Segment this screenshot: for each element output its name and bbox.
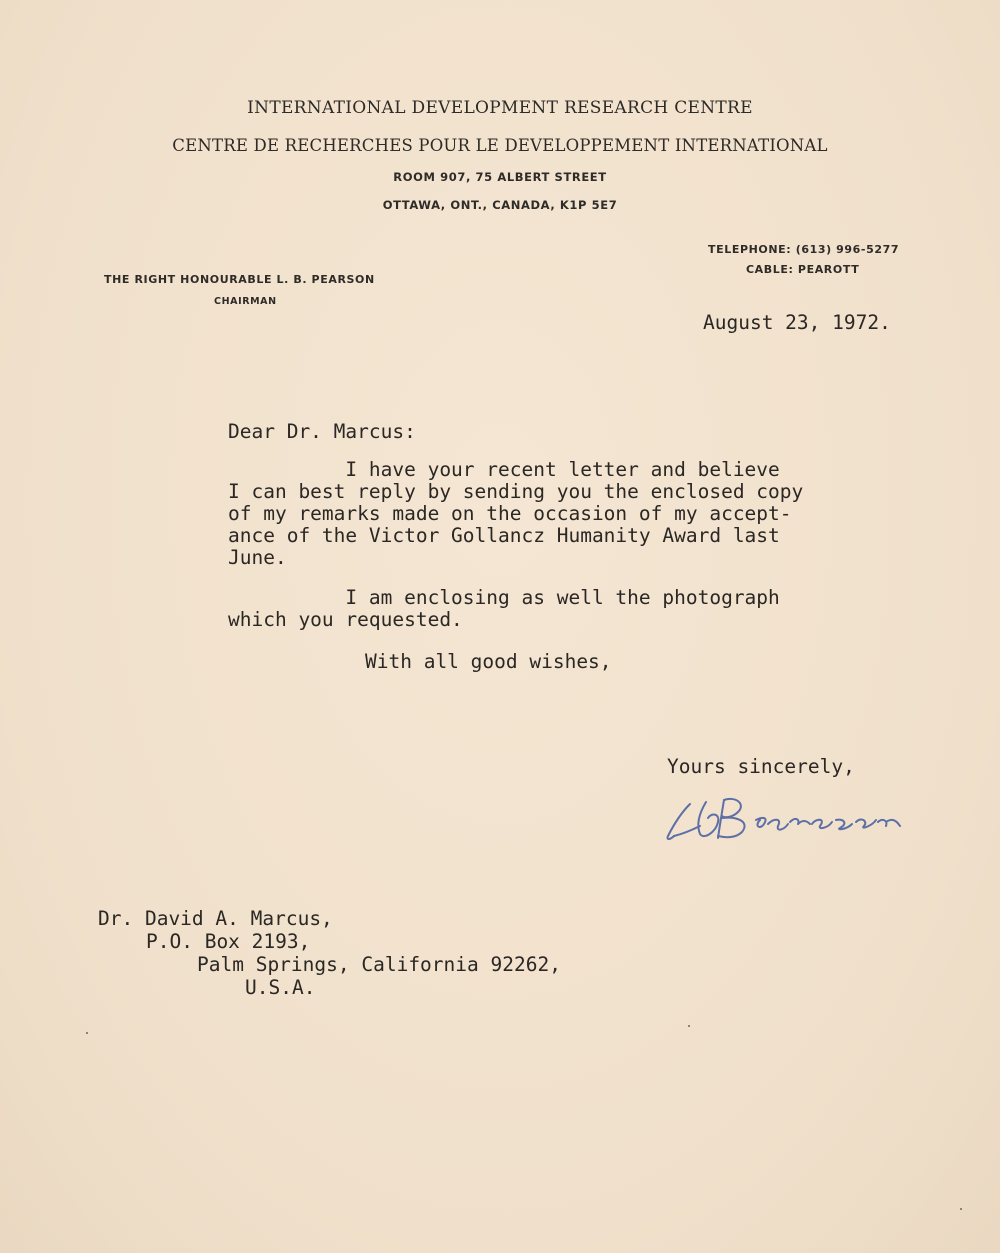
letter-date: August 23, 1972. (703, 311, 891, 334)
letterhead-cable: CABLE: PEAROTT (746, 263, 860, 276)
recipient-name: Dr. David A. Marcus, (98, 907, 333, 930)
recipient-po-box: P.O. Box 2193, (146, 930, 311, 953)
closing-line: With all good wishes, (365, 650, 612, 673)
handwritten-signature (660, 790, 930, 850)
paper-speck (960, 1208, 962, 1210)
chairman-title: CHAIRMAN (214, 296, 277, 307)
recipient-country: U.S.A. (245, 976, 316, 999)
org-name-french: CENTRE DE RECHERCHES POUR LE DEVELOPPEMENT INTERNATIONAL (172, 136, 828, 155)
recipient-city: Palm Springs, California 92262, (197, 953, 561, 976)
paper-speck (86, 1032, 88, 1034)
salutation: Dear Dr. Marcus: (228, 420, 416, 443)
letterhead-address-line1: ROOM 907, 75 ALBERT STREET (393, 170, 607, 184)
complimentary-close: Yours sincerely, (667, 755, 855, 778)
body-paragraph-2: I am enclosing as well the photograph which you requested. (228, 586, 780, 631)
org-name-english: INTERNATIONAL DEVELOPMENT RESEARCH CENTRE (247, 98, 753, 118)
body-paragraph-1: I have your recent letter and believe I can best reply by sending you the enclosed copy of my remarks made on the occasion of my accept- ance of the Victor Gollancz Humanity Award last June. (228, 458, 804, 569)
letterhead-address-line2: OTTAWA, ONT., CANADA, K1P 5E7 (382, 198, 618, 212)
paper-speck (688, 1025, 690, 1027)
letterhead-telephone: TELEPHONE: (613) 996-5277 (708, 243, 900, 256)
chairman-name: THE RIGHT HONOURABLE L. B. PEARSON (104, 273, 375, 286)
